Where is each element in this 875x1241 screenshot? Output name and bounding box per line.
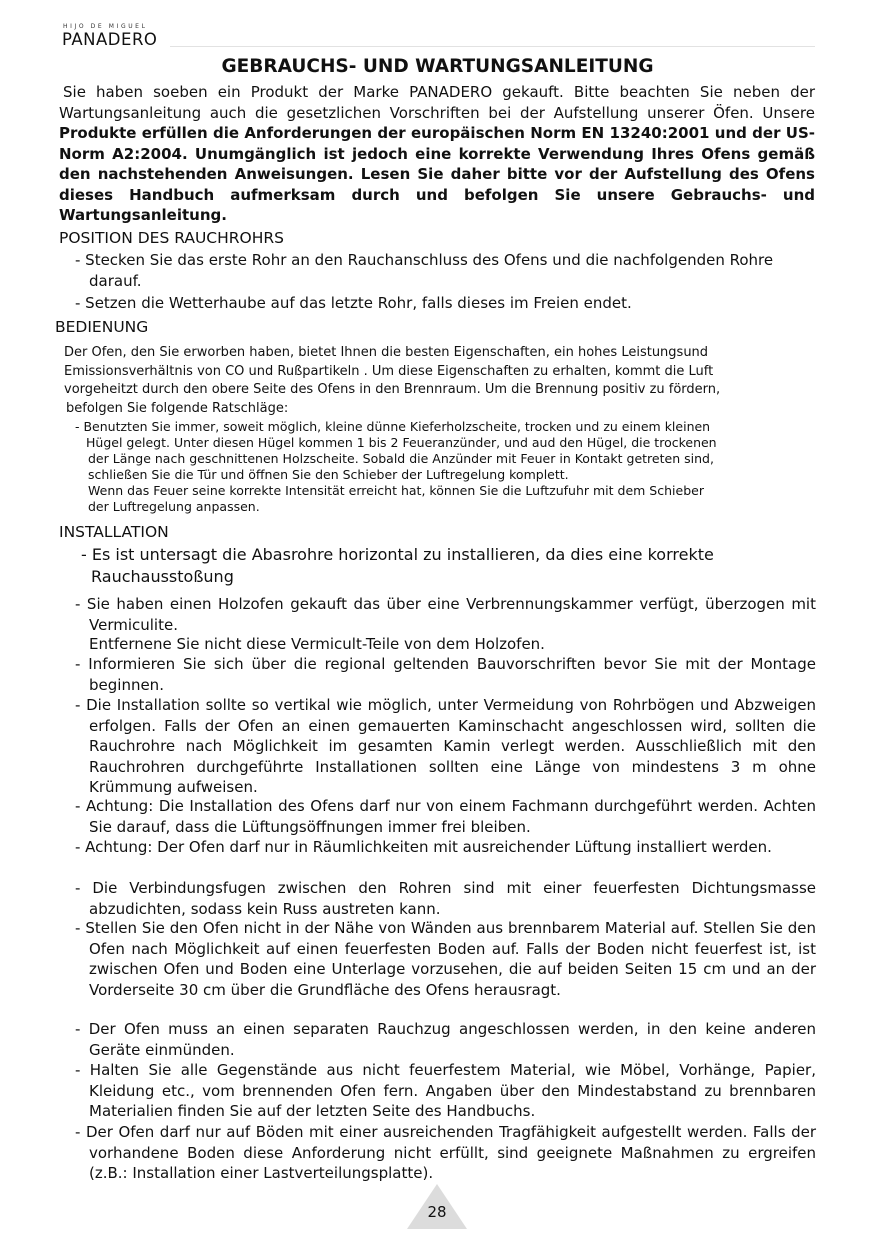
text-line: schließen Sie die Tür und öffnen Sie den Schieber der Luftregelung komplett.	[88, 467, 569, 482]
list-item: - Setzen die Wetterhaube auf das letzte Rohr, falls dieses im Freien endet.	[75, 294, 632, 312]
text-line: befolgen Sie folgende Ratschläge:	[66, 401, 289, 416]
list-item: - Stellen Sie den Ofen nicht in der Nähe von Wänden aus brennbarem Material auf. Stellen Sie den Ofen nach Möglichkeit auf einen feuerfesten Boden auf. Falls der Boden nicht feuerfest ist, ist zwischen Ofen und Boden eine Unterlage vorzusehen, die auf beiden Seiten 15 cm und an der Vorderseite 30 cm über die Grundfläche des Ofens herausragt.	[75, 919, 816, 999]
header-divider	[170, 46, 815, 47]
text-line: Emissionsverhältnis von CO und Rußpartikeln . Um diese Eigenschaften zu erhalten, kommt die Luft	[64, 364, 714, 379]
text-line: der Luftregelung anpassen.	[88, 499, 260, 514]
intro-paragraph	[59, 82, 815, 226]
section-heading-position: POSITION DES RAUCHROHRS	[59, 229, 285, 247]
list-item: - Stecken Sie das erste Rohr an den Rauchanschluss des Ofens und die nachfolgenden Rohre	[75, 251, 774, 269]
list-item: - Halten Sie alle Gegenstände aus nicht feuerfestem Material, wie Möbel, Vorhänge, Papier, Kleidung etc., vom brennenden Ofen fern. Angaben über den Mindestabstand zu brennbaren Materialien finden Sie auf der letzten Seite des Handbuchs.	[75, 1061, 816, 1120]
list-item-continuation: Rauchausstoßung	[91, 567, 234, 586]
text-line: Der Ofen, den Sie erworben haben, bietet Ihnen die besten Eigenschaften, ein hohes Leistungsund	[64, 345, 709, 360]
list-item: darauf.	[89, 272, 142, 290]
list-item: - Der Ofen darf nur auf Böden mit einer ausreichenden Tragfähigkeit aufgestellt werden. Falls der vorhandene Boden diese Anforderung nicht erfüllt, sind geeignete Maßnahmen zu ergreifen (z.B.: Installation einer Lastverteilungsplatte).	[75, 1123, 816, 1182]
list-item: - Achtung: Der Ofen darf nur in Räumlichkeiten mit ausreichender Lüftung installiert werden.	[75, 838, 772, 856]
intro-bold-text: Produkte erfüllen die Anforderungen der europäischen Norm EN 13240:2001 und der US-Norm A2:2004. Unumgänglich ist jedoch eine korrekte Verwendung Ihres Ofens gemäß den nachstehenden Anweisungen. Lesen Sie daher bitte vor der Aufstellung des Ofens dieses Handbuch aufmerksam durch und befolgen Sie unsere Gebrauchs- und Wartungsanleitung.	[59, 124, 815, 224]
section-heading-bedienung: BEDIENUNG	[55, 318, 149, 336]
list-item-continuation: Entfernene Sie nicht diese Vermicult-Teile von dem Holzofen.	[89, 635, 545, 653]
text-line: der Länge nach geschnittenen Holzscheite. Sobald die Anzünder mit Feuer in Kontakt getreten sind,	[88, 451, 714, 466]
list-item: - Der Ofen muss an einen separaten Rauchzug angeschlossen werden, in den keine anderen Geräte einmünden.	[75, 1020, 816, 1059]
text-line: vorgeheitzt durch den obere Seite des Ofens in den Brennraum. Um die Brennung positiv zu fördern,	[64, 382, 721, 397]
page-title: GEBRAUCHS- UND WARTUNGSANLEITUNG	[221, 56, 654, 77]
section-heading-installation: INSTALLATION	[59, 523, 169, 541]
logo-tagline: HIJO DE MIGUEL	[63, 23, 148, 30]
list-item: - Sie haben einen Holzofen gekauft das über eine Verbrennungskammer verfügt, überzogen mit Vermiculite.	[75, 595, 816, 634]
list-item: - Achtung: Die Installation des Ofens darf nur von einem Fachmann durchgeführt werden. Achten Sie darauf, dass die Lüftungsöffnungen immer frei bleiben.	[75, 797, 816, 836]
text-line: Wenn das Feuer seine korrekte Intensität erreicht hat, können Sie die Luftzufuhr mit dem Schieber	[88, 483, 704, 498]
list-item: - Informieren Sie sich über die regional geltenden Bauvorschriften bevor Sie mit der Montage beginnen.	[75, 655, 816, 694]
logo-brand: PANADERO	[62, 30, 158, 49]
page-number: 28	[427, 1203, 447, 1221]
text-line: - Benutzten Sie immer, soweit möglich, kleine dünne Kieferholzscheite, trocken und zu einem kleinen	[75, 419, 711, 434]
list-item: - Es ist untersagt die Abasrohre horizontal zu installieren, da dies eine korrekte	[81, 545, 714, 564]
intro-plain-text: Sie haben soeben ein Produkt der Marke PANADERO gekauft. Bitte beachten Sie neben der Wartungsanleitung auch die gesetzlichen Vorschriften bei der Aufstellung unserer Öfen. Unsere	[59, 83, 815, 122]
list-item: - Die Verbindungsfugen zwischen den Rohren sind mit einer feuerfesten Dichtungsmasse abzudichten, sodass kein Russ austreten kann.	[75, 879, 816, 918]
text-line: Hügel gelegt. Unter diesen Hügel kommen 1 bis 2 Feueranzünder, und aud den Hügel, die trockenen	[86, 435, 717, 450]
list-item: - Die Installation sollte so vertikal wie möglich, unter Vermeidung von Rohrbögen und Abzweigen erfolgen. Falls der Ofen an einen gemauerten Kaminschacht angeschlossen wird, sollten die Rauchrohre nach Möglichkeit im gesamten Kamin verlegt werden. Ausschließlich mit den Rauchrohren durchgeführte Installationen sollten eine Länge von mindestens 3 m ohne Krümmung aufweisen.	[75, 696, 816, 796]
